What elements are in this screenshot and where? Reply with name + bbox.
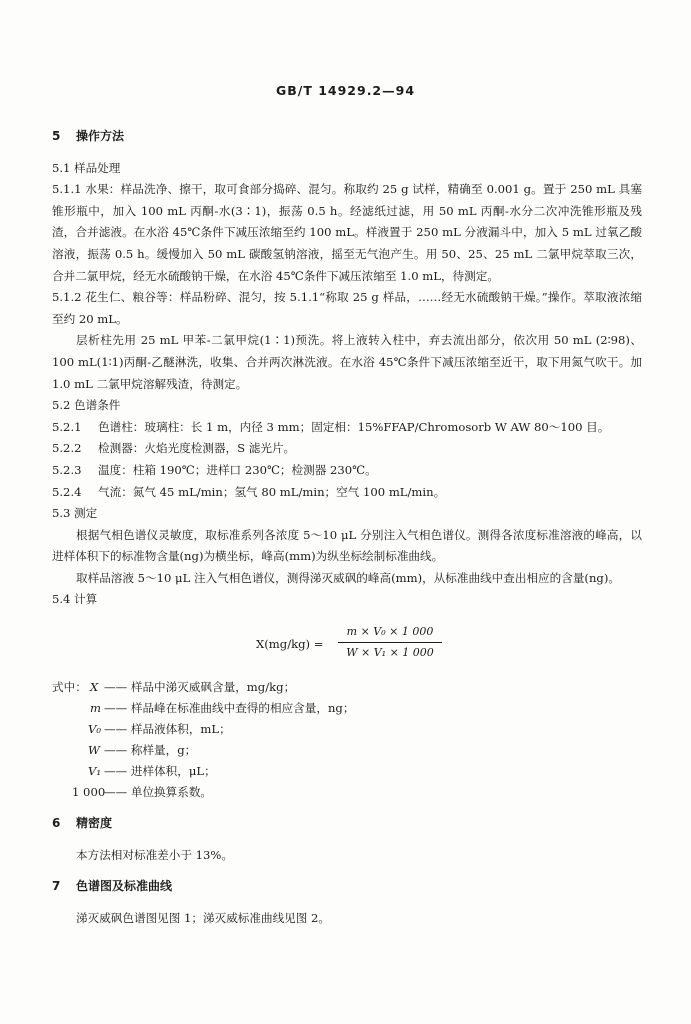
section-5-3-heading [52,503,642,525]
clause-text: 气流：氮气 45 mL/min；氢气 80 mL/min；空气 100 mL/min。 [98,484,446,499]
variable-symbol: W [88,743,100,758]
section-5-4-heading [52,589,642,611]
section-number: 6 [52,816,61,831]
variable-definitions [52,677,642,803]
variable-symbol: V₁ [88,764,102,779]
clause-number: 5.2.3 [52,462,82,477]
section-5-2-heading [52,395,642,417]
section-5-1-2-paragraph [52,287,642,330]
where-lead: 式中： [52,680,87,695]
clause-number: 5.2.4 [52,484,82,499]
clause-number: 5.1.2 [52,290,82,305]
variable-symbol: 1 000 [72,785,106,800]
figures-reference-text: 涕灭威砜色谱图见图 1；涕灭威标准曲线见图 2。 [76,910,330,925]
variable-description: —— 样品峰在标准曲线中查得的相应含量，ng； [104,701,355,716]
section-number: 5.2 [52,398,71,413]
chromatography-condition-item [52,438,642,460]
variable-description: —— 称样量，g； [104,743,197,758]
variable-row [52,698,642,719]
formula-fraction [338,623,442,662]
fraction-bar [338,642,442,643]
calculation-formula [52,623,642,667]
clause-text: 花生仁、粮谷等：样品粉碎、混匀，按 5.1.1“称取 25 g 样品，……经无水硫酸钠干燥。”操作。萃取液浓缩至约 20 mL。 [52,290,642,326]
section-title: 测定 [74,506,98,521]
section-title: 色谱条件 [74,398,121,413]
clause-text: 水果：样品洗净、擦干，取可食部分捣碎、混匀。称取约 25 g 试样，精确至 0.001 g。置于 250 mL 具塞锥形瓶中，加入 100 mL 丙酮-水(3∶1)，振荡 0.5 h。经滤纸过滤，用 50 mL 丙酮-水分二次冲洗锥形瓶及残渣，合并滤液。在水浴 45℃条件下减压浓缩至约 100 mL。样液置于 250 mL 分液漏斗中，加入 5 mL 过氧乙酸溶液，振荡 0.5 h。缓慢加入 50 mL 碳酸氢钠溶液，摇至无气泡产生。用 50、25、25 mL 二氯甲烷萃取三次，合并二氯甲烷，经无水硫酸钠干燥，在水浴 45℃条件下减压浓缩至 1.0 mL，待测定。 [52,182,642,283]
variable-description: —— 样品中涕灭威砜含量，mg/kg； [104,680,296,695]
variable-symbol: V₀ [88,722,102,737]
section-5-1-2-paragraph-2: 层析柱先用 25 mL 甲苯-二氯甲烷(1∶1)预洗。将上液转入柱中，弃去流出部分，依次用 50 mL (2∶98)、100 mL(1∶1)丙酮-乙醚淋洗，收集、合并两次淋洗液。在水浴 45℃条件下减压浓缩至近干，取下用氮气吹干。加 1.0 mL 二氯甲烷溶解残渣，待测定。 [52,333,642,391]
clause-number: 5.2.1 [52,419,82,434]
variable-row [52,677,642,698]
clause-number: 5.2.2 [52,441,82,456]
variable-row [52,782,642,803]
clause-text: 温度：柱箱 190℃；进样口 230℃；检测器 230℃。 [98,462,377,477]
measurement-paragraph-2: 取样品溶液 5～10 μL 注入气相色谱仪，测得涕灭威砜的峰高(mm)，从标准曲线中查出相应的含量(ng)。 [76,570,620,585]
formula-lhs: X(mg/kg) = [256,637,324,652]
section-title: 精密度 [76,816,113,831]
section-number: 7 [52,879,61,894]
section-title: 操作方法 [76,129,125,143]
chromatography-condition-item [52,482,642,504]
variable-symbol: m [90,701,101,716]
section-title: 计算 [74,592,98,607]
section-title: 色谱图及标准曲线 [76,879,173,894]
section-5-1-1-paragraph [52,179,642,287]
section-number: 5.1 [52,160,71,175]
chromatography-condition-item [52,460,642,482]
section-5-1-heading [52,158,642,180]
section-title: 样品处理 [74,160,121,175]
measurement-paragraph-1: 根据气相色谱仪灵敏度，取标准系列各浓度 5～10 μL 分别注入气相色谱仪。测得各浓度标准溶液的峰高，以进样体积下的标准物含量(ng)为横坐标，峰高(mm)为纵坐标绘制标准曲线。 [52,527,642,564]
variable-row [52,740,642,761]
variable-row [52,761,642,782]
variable-description: —— 单位换算系数。 [104,785,213,800]
clause-number: 5.1.1 [52,182,82,197]
section-number: 5.3 [52,506,71,521]
clause-text: 检测器：火焰光度检测器，S 滤光片。 [98,441,296,456]
variable-row [52,719,642,740]
variable-description: —— 进样体积，μL； [104,764,216,779]
section-5-heading [52,126,642,148]
formula-numerator: m × V₀ × 1 000 [346,625,434,639]
precision-text: 本方法相对标准差小于 13%。 [76,847,233,862]
section-6-heading [52,813,642,835]
variable-symbol: X [90,680,99,695]
section-number: 5.4 [52,592,71,607]
section-7-heading [52,876,642,898]
standard-header: GB/T 14929.2—94 [275,83,416,98]
document-body [52,126,642,929]
chromatography-condition-item [52,417,642,439]
section-number: 5 [52,129,61,143]
clause-text: 色谱柱：玻璃柱：长 1 m，内径 3 mm；固定相：15%FFAP/Chromosorb W AW 80～100 目。 [98,419,610,434]
formula-denominator: W × V₁ × 1 000 [346,646,434,660]
variable-description: —— 样品液体积，mL； [104,722,231,737]
